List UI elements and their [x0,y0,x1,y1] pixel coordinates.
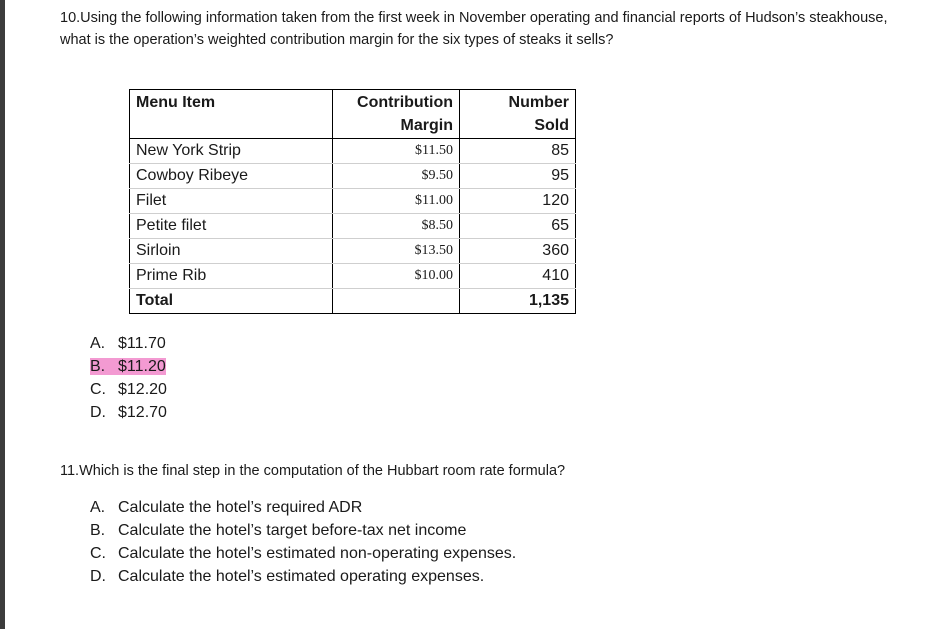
cell-item: Sirloin [130,239,333,264]
question-10-options [90,332,167,424]
cell-item: Filet [130,189,333,214]
cell-item: Petite filet [130,214,333,239]
option-c [90,378,167,401]
total-sold: 1,135 [460,289,576,314]
option-letter: B. [90,522,106,539]
option-text: $11.20 [118,358,166,375]
cell-item: Cowboy Ribeye [130,164,333,189]
option-text: $12.70 [118,404,167,421]
table-row [130,139,576,164]
header-sold-line2: Sold [534,117,569,134]
total-margin [333,289,460,314]
header-margin-line2: Margin [400,117,453,134]
option-b [90,519,516,542]
option-a [90,332,167,355]
question-10-text: 10.Using the following information taken from the first week in November operating and financial reports of Hudson’s steakhouse, what is the operation’s weighted contribution margin for the six types of steaks it sells? [60,10,888,48]
option-text: Calculate the hotel’s estimated non-operating expenses. [118,545,517,562]
table-total-row [130,289,576,314]
question-11-text: 11.Which is the final step in the computation of the Hubbart room rate formula? [60,463,566,479]
table-row [130,264,576,289]
option-text: Calculate the hotel’s estimated operating expenses. [118,568,485,585]
cell-margin: $11.50 [333,139,460,164]
cell-sold: 410 [460,264,576,289]
header-sold-line1: Number [508,94,569,111]
highlighted-answer [90,358,166,375]
header-margin-line1: Contribution [357,94,453,111]
option-letter: D. [90,404,106,421]
option-text: Calculate the hotel’s required ADR [118,499,363,516]
cell-margin: $10.00 [333,264,460,289]
total-label: Total [130,289,333,314]
option-letter: A. [90,335,106,352]
table-row [130,214,576,239]
option-letter: D. [90,568,106,585]
header-number-sold [460,90,576,139]
cell-sold: 65 [460,214,576,239]
option-b [90,355,167,378]
cell-margin: $11.00 [333,189,460,214]
option-text: Calculate the hotel’s target before-tax net income [118,522,467,539]
option-text: $12.20 [118,381,167,398]
option-letter: C. [90,381,106,398]
option-letter: C. [90,545,106,562]
question-11-options [90,496,516,588]
option-text: $11.70 [118,335,166,352]
option-d [90,401,167,424]
cell-margin: $13.50 [333,239,460,264]
option-c [90,542,516,565]
header-contribution-margin [333,90,460,139]
table-row [130,239,576,264]
option-letter: B. [90,358,106,375]
option-a [90,496,516,519]
cell-sold: 95 [460,164,576,189]
window-left-edge [0,0,5,629]
option-d [90,565,516,588]
table-row [130,189,576,214]
cell-item: New York Strip [130,139,333,164]
cell-margin: $9.50 [333,164,460,189]
table-header-row [130,90,576,139]
cell-sold: 120 [460,189,576,214]
cell-margin: $8.50 [333,214,460,239]
header-menu-item: Menu Item [130,90,333,139]
table-row [130,164,576,189]
steak-contribution-table [129,89,576,314]
cell-item: Prime Rib [130,264,333,289]
cell-sold: 360 [460,239,576,264]
option-letter: A. [90,499,106,516]
cell-sold: 85 [460,139,576,164]
